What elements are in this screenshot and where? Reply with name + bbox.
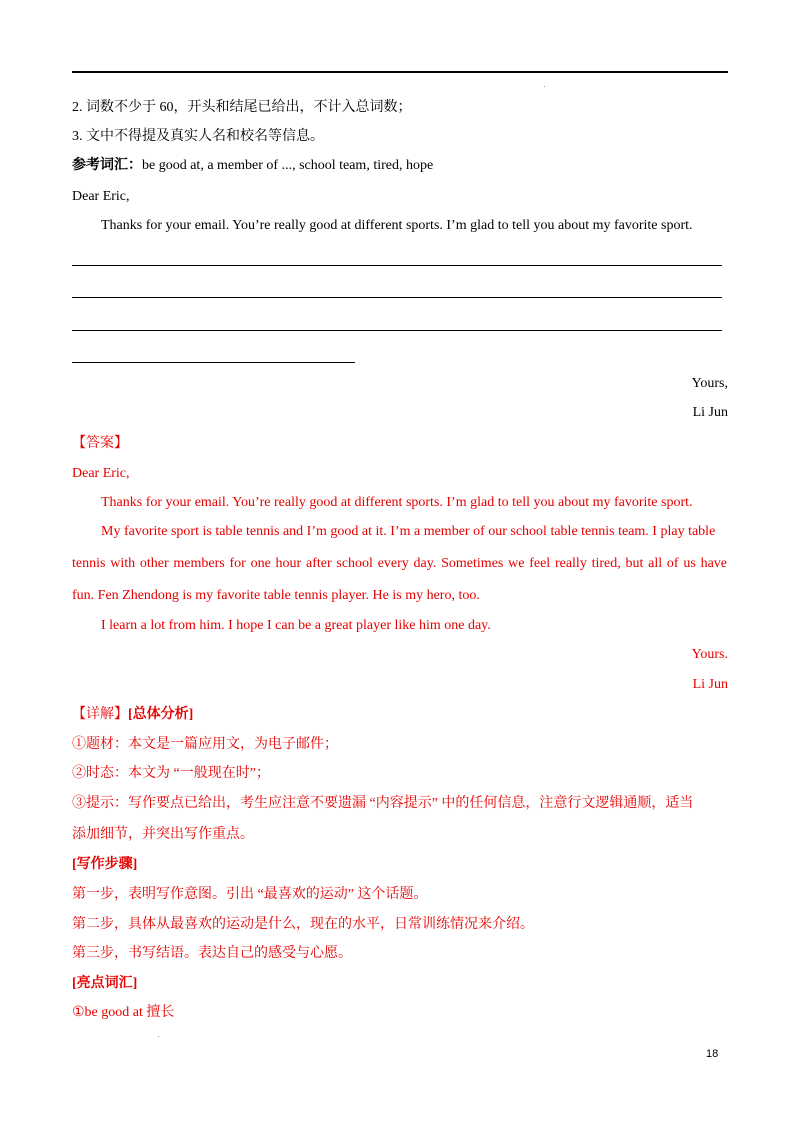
step-item: 第二步，具体从最喜欢的运动是什么，现在的水平，日常训练情况来介绍。 <box>72 917 534 932</box>
answer-greeting: Dear Eric, <box>72 466 130 481</box>
answer-line: I learn a lot from him. I hope I can be a great player like him one day. <box>101 618 491 633</box>
letter-opening: Thanks for your email. You’re really good at different sports. I’m glad to tell you about my favorite sport. <box>101 218 693 233</box>
page-number: 18 <box>706 1048 719 1060</box>
speck <box>544 86 545 87</box>
steps-heading: [写作步骤] <box>72 857 138 872</box>
writing-line <box>72 330 722 331</box>
answer-line: fun. Fen Zhendong is my favorite table tennis player. He is my hero, too. <box>72 588 480 603</box>
step-item: 第三步，书写结语。表达自己的感受与心愿。 <box>72 946 352 961</box>
analysis-point: 添加细节，并突出写作重点。 <box>72 827 254 842</box>
letter-closing: Yours, <box>691 376 728 391</box>
instruction-item-3: 3. 文中不得提及真实人名和校名等信息。 <box>72 129 324 144</box>
vocab-text: be good at, a member of ..., school team, tired, hope <box>142 158 434 173</box>
analysis-heading-main: [总体分析] <box>128 707 194 722</box>
vocab-item: ①be good at 擅长 <box>72 1005 175 1020</box>
writing-line <box>72 265 722 266</box>
header-rule <box>72 71 728 73</box>
reference-vocabulary <box>72 157 433 175</box>
analysis-point: ①题材：本文是一篇应用文，为电子邮件； <box>72 737 338 752</box>
speck <box>158 1036 159 1037</box>
answer-line: Thanks for your email. You’re really good at different sports. I’m glad to tell you about my favorite sport. <box>101 495 693 510</box>
letter-greeting: Dear Eric, <box>72 189 130 204</box>
analysis-point: ②时态：本文为 “一般现在时”； <box>72 766 270 781</box>
writing-line <box>72 362 355 363</box>
answer-closing: Yours. <box>691 647 728 662</box>
analysis-heading-prefix: 【详解】 <box>72 707 128 722</box>
answer-signature: Li Jun <box>692 677 728 692</box>
step-item: 第一步，表明写作意图。引出 “最喜欢的运动” 这个话题。 <box>72 887 428 902</box>
writing-line <box>72 297 722 298</box>
vocab-heading: [亮点词汇] <box>72 976 138 991</box>
analysis-point: ③提示：写作要点已给出，考生应注意不要遗漏 “内容提示” 中的任何信息，注意行文逻辑通顺，适当 <box>72 796 694 811</box>
letter-signature: Li Jun <box>692 405 728 420</box>
answer-heading: 【答案】 <box>72 436 128 451</box>
answer-line: My favorite sport is table tennis and I’m good at it. I’m a member of our school table tennis team. I play table <box>101 524 716 539</box>
analysis-heading <box>72 706 193 724</box>
vocab-label: 参考词汇： <box>72 158 142 173</box>
answer-line: tennis with other members for one hour after school every day. Sometimes we feel really tired, but all of us have <box>72 556 727 571</box>
instruction-item-2: 2. 词数不少于 60，开头和结尾已给出，不计入总词数； <box>72 100 412 115</box>
